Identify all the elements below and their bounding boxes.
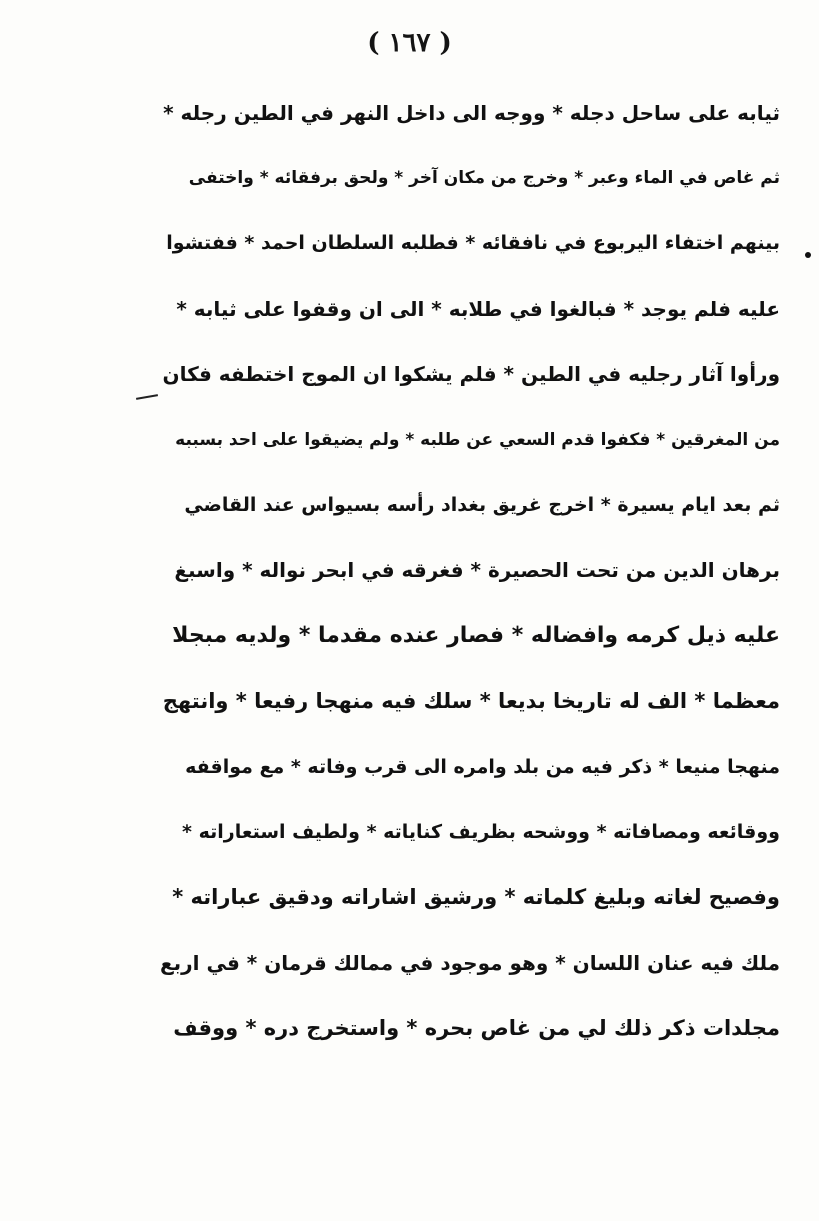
text-line: منهجا منيعا * ذكر فيه من بلد وامره الى قرب وفاته * مع مواقفه: [185, 755, 780, 778]
text-line: عليه ذيل كرمه وافضاله * فصار عنده مقدما * ولديه مبجلا: [172, 623, 780, 649]
text-line: برهان الدين من تحت الحصيرة * فغرقه في ابحر نواله * واسبغ: [174, 558, 780, 583]
text-line: مجلدات ذكر ذلك لي من غاص بحره * واستخرج دره * ووقف: [173, 1016, 780, 1041]
text-line: ملك فيه عنان اللسان * وهو موجود في ممالك قرمان * في اربع: [160, 950, 780, 975]
text-line: من المغرقين * فكفوا قدم السعي عن طلبه * ولم يضيقوا على احد بسببه: [175, 429, 780, 450]
text-line: وفصيح لغاته وبليغ كلماته * ورشيق اشاراته ودقيق عباراته *: [172, 885, 780, 910]
text-line: ووقائعه ومصافاته * ووشحه بظريف كناياته * ولطيف استعاراته *: [182, 820, 780, 843]
page-number: ( ١٦٧ ): [367, 28, 452, 58]
text-block: [160, 80, 780, 1061]
text-line: معظما * الف له تاريخا بديعا * سلك فيه منهجا رفيعا * وانتهج: [162, 689, 780, 714]
text-line: ثيابه على ساحل دجله * ووجه الى داخل النهر في الطين رجله *: [163, 100, 780, 125]
stray-ink-mark: [136, 394, 158, 400]
margin-dot-mark: [805, 252, 811, 258]
text-line: عليه فلم يوجد * فبالغوا في طلابه * الى ان وقفوا على ثيابه *: [176, 296, 780, 321]
text-line: ثم غاص في الماء وعبر * وخرج من مكان آخر * ولحق برفقائه * واختفى: [188, 168, 780, 189]
text-line: ثم بعد ايام يسيرة * اخرج غريق بغداد رأسه بسيواس عند القاضي: [184, 494, 780, 517]
text-line: بينهم اختفاء اليربوع في نافقائه * فطلبه السلطان احمد * ففتشوا: [166, 232, 780, 255]
text-line: ورأوا آثار رجليه في الطين * فلم يشكوا ان الموج اختطفه فكان: [162, 362, 780, 387]
